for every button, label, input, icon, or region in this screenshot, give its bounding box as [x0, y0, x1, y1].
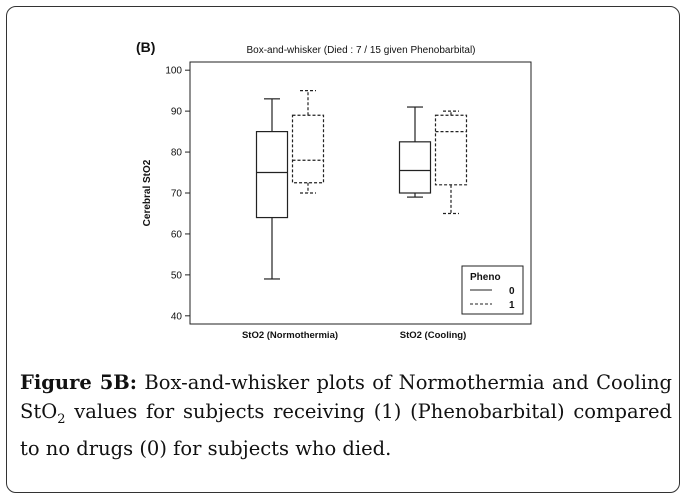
box-1-1 [436, 111, 467, 213]
box-body [436, 115, 467, 185]
caption-subscript: 2 [57, 411, 66, 427]
box-body [400, 142, 431, 193]
y-tick-label: 80 [170, 147, 182, 159]
x-category-label: StO2 (Cooling) [399, 330, 467, 341]
figure-caption [20, 368, 672, 463]
y-tick-label: 70 [170, 188, 182, 200]
box-body [293, 115, 324, 183]
box-body [257, 132, 288, 218]
panel-label: (B) [136, 39, 156, 55]
y-tick-label: 60 [170, 229, 182, 241]
caption-label: Figure 5B: [20, 371, 137, 394]
caption-text-1: Box-and-whisker plots of Normothermia and Cooling StO [20, 371, 672, 423]
legend-title: Pheno [470, 272, 501, 283]
y-tick-label: 40 [170, 311, 182, 323]
y-tick-label: 100 [165, 65, 182, 77]
x-category-label: StO2 (Normothermia) [241, 330, 339, 341]
legend-label-1: 1 [509, 300, 515, 311]
legend-label-0: 0 [509, 286, 515, 297]
y-tick-label: 90 [170, 106, 182, 118]
chart-title: Box-and-whisker (Died : 7 / 15 given Phenobarbital) [246, 45, 476, 56]
caption-text-2: values for subjects receiving (1) (Phenobarbital) compared to no drugs (0) for subjects who died. [20, 400, 672, 460]
box-0-0 [257, 99, 288, 279]
y-tick-label: 50 [170, 270, 182, 282]
y-axis-label: Cerebral StO2 [142, 159, 153, 227]
box-1-0 [293, 91, 324, 193]
box-0-1 [400, 107, 431, 197]
